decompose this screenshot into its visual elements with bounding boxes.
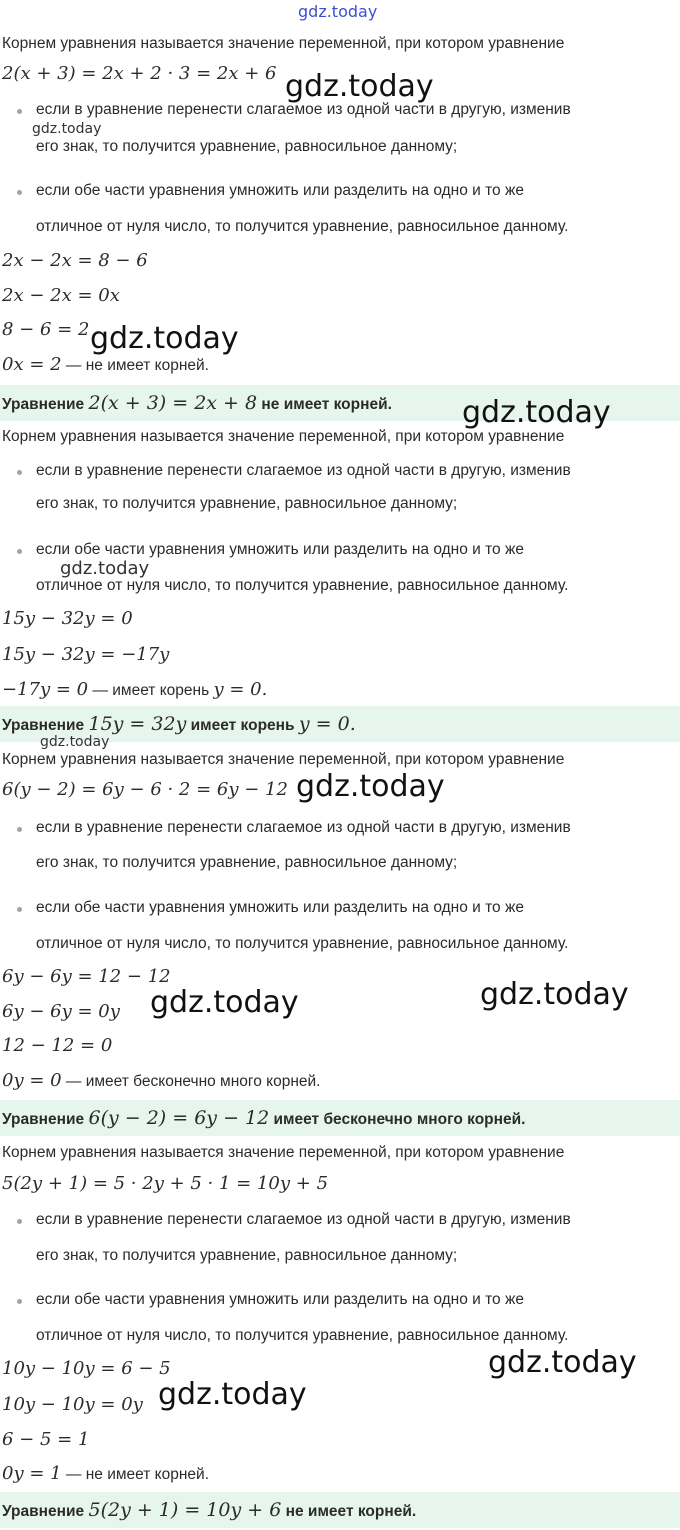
solution-step: 6y − 6y = 0y <box>2 1001 120 1022</box>
rule-text: если обе части уравнения умножить или разделить на одно и то же <box>36 1291 524 1308</box>
rule-text: если в уравнение перенести слагаемое из одной части в другую, изменив <box>36 819 571 836</box>
rule-text: если обе части уравнения умножить или разделить на одно и то же <box>36 182 524 199</box>
solution-step: 6 − 5 = 1 <box>2 1429 90 1450</box>
rule-text: если в уравнение перенести слагаемое из одной части в другую, изменив <box>36 462 571 479</box>
bullet-icon <box>17 827 22 832</box>
rule-text: если обе части уравнения умножить или разделить на одно и то же <box>36 899 524 916</box>
rule-text: если обе части уравнения умножить или разделить на одно и то же <box>36 541 524 558</box>
bullet-icon <box>17 470 22 475</box>
rule-text: отличное от нуля число, то получится уравнение, равносильное данному. <box>36 218 569 235</box>
solution-step: −17y = 0 — имеет корень y = 0. <box>2 679 268 700</box>
answer-box: Уравнение 15y = 32y имеет корень y = 0. <box>0 706 680 742</box>
watermark: gdz.today <box>150 985 299 1020</box>
bullet-icon <box>17 549 22 554</box>
solution-step: 6y − 6y = 12 − 12 <box>2 966 171 987</box>
bullet-icon <box>17 109 22 114</box>
rule-text: его знак, то получится уравнение, равносильное данному; <box>36 1247 458 1264</box>
solution-step: 8 − 6 = 2 <box>2 319 90 340</box>
definition-text: Корнем уравнения называется значение переменной, при котором уравнение <box>2 428 565 445</box>
solution-step: 0y = 1 — не имеет корней. <box>2 1463 210 1484</box>
solution-step: 15y − 32y = 0 <box>2 608 133 629</box>
definition-text: Корнем уравнения называется значение переменной, при котором уравнение <box>2 1144 565 1161</box>
bullet-icon <box>17 1299 22 1304</box>
rule-text: если в уравнение перенести слагаемое из одной части в другую, изменив <box>36 101 571 118</box>
definition-text: Корнем уравнения называется значение переменной, при котором уравнение <box>2 35 565 52</box>
watermark: gdz.today <box>90 321 239 356</box>
bullet-icon <box>17 1219 22 1224</box>
rule-text: если в уравнение перенести слагаемое из одной части в другую, изменив <box>36 1211 571 1228</box>
solution-step: 2x − 2x = 8 − 6 <box>2 250 148 271</box>
solution-step: 10y − 10y = 0y <box>2 1394 143 1415</box>
watermark: gdz.today <box>285 69 434 104</box>
rule-text: его знак, то получится уравнение, равносильное данному; <box>36 854 458 871</box>
answer-box: Уравнение 6(y − 2) = 6y − 12 имеет бесконечно много корней. <box>0 1100 680 1136</box>
watermark: gdz.today <box>40 734 110 750</box>
rule-text: его знак, то получится уравнение, равносильное данному; <box>36 495 458 512</box>
expand-equation: 2(x + 3) = 2x + 2 · 3 = 2x + 6 <box>2 63 277 84</box>
bullet-icon <box>17 190 22 195</box>
solution-step: 15y − 32y = −17y <box>2 644 170 665</box>
watermark: gdz.today <box>158 1377 307 1412</box>
definition-text: Корнем уравнения называется значение переменной, при котором уравнение <box>2 751 565 768</box>
solution-step: 0y = 0 — имеет бесконечно много корней. <box>2 1070 321 1091</box>
watermark: gdz.today <box>462 395 611 430</box>
solution-step: 2x − 2x = 0x <box>2 285 120 306</box>
expand-equation: 6(y − 2) = 6y − 6 · 2 = 6y − 12 <box>2 779 288 800</box>
rule-text: отличное от нуля число, то получится уравнение, равносильное данному. <box>36 935 569 952</box>
watermark: gdz.today <box>296 769 445 804</box>
rule-text: его знак, то получится уравнение, равносильное данному; <box>36 138 458 155</box>
solution-step: 0x = 2 — не имеет корней. <box>2 354 209 375</box>
answer-box: Уравнение 2(x + 3) = 2x + 8 не имеет корней. <box>0 385 680 421</box>
rule-text: отличное от нуля число, то получится уравнение, равносильное данному. <box>36 577 569 594</box>
watermark: gdz.today <box>480 977 629 1012</box>
answer-box: Уравнение 5(2y + 1) = 10y + 6 не имеет корней. <box>0 1492 680 1528</box>
watermark-top: gdz.today <box>298 2 378 21</box>
expand-equation: 5(2y + 1) = 5 · 2y + 5 · 1 = 10y + 5 <box>2 1173 329 1194</box>
solution-step: 12 − 12 = 0 <box>2 1035 113 1056</box>
watermark: gdz.today <box>488 1345 637 1380</box>
watermark: gdz.today <box>60 558 150 579</box>
solution-step: 10y − 10y = 6 − 5 <box>2 1358 171 1379</box>
watermark: gdz.today <box>32 121 102 137</box>
bullet-icon <box>17 907 22 912</box>
rule-text: отличное от нуля число, то получится уравнение, равносильное данному. <box>36 1327 569 1344</box>
